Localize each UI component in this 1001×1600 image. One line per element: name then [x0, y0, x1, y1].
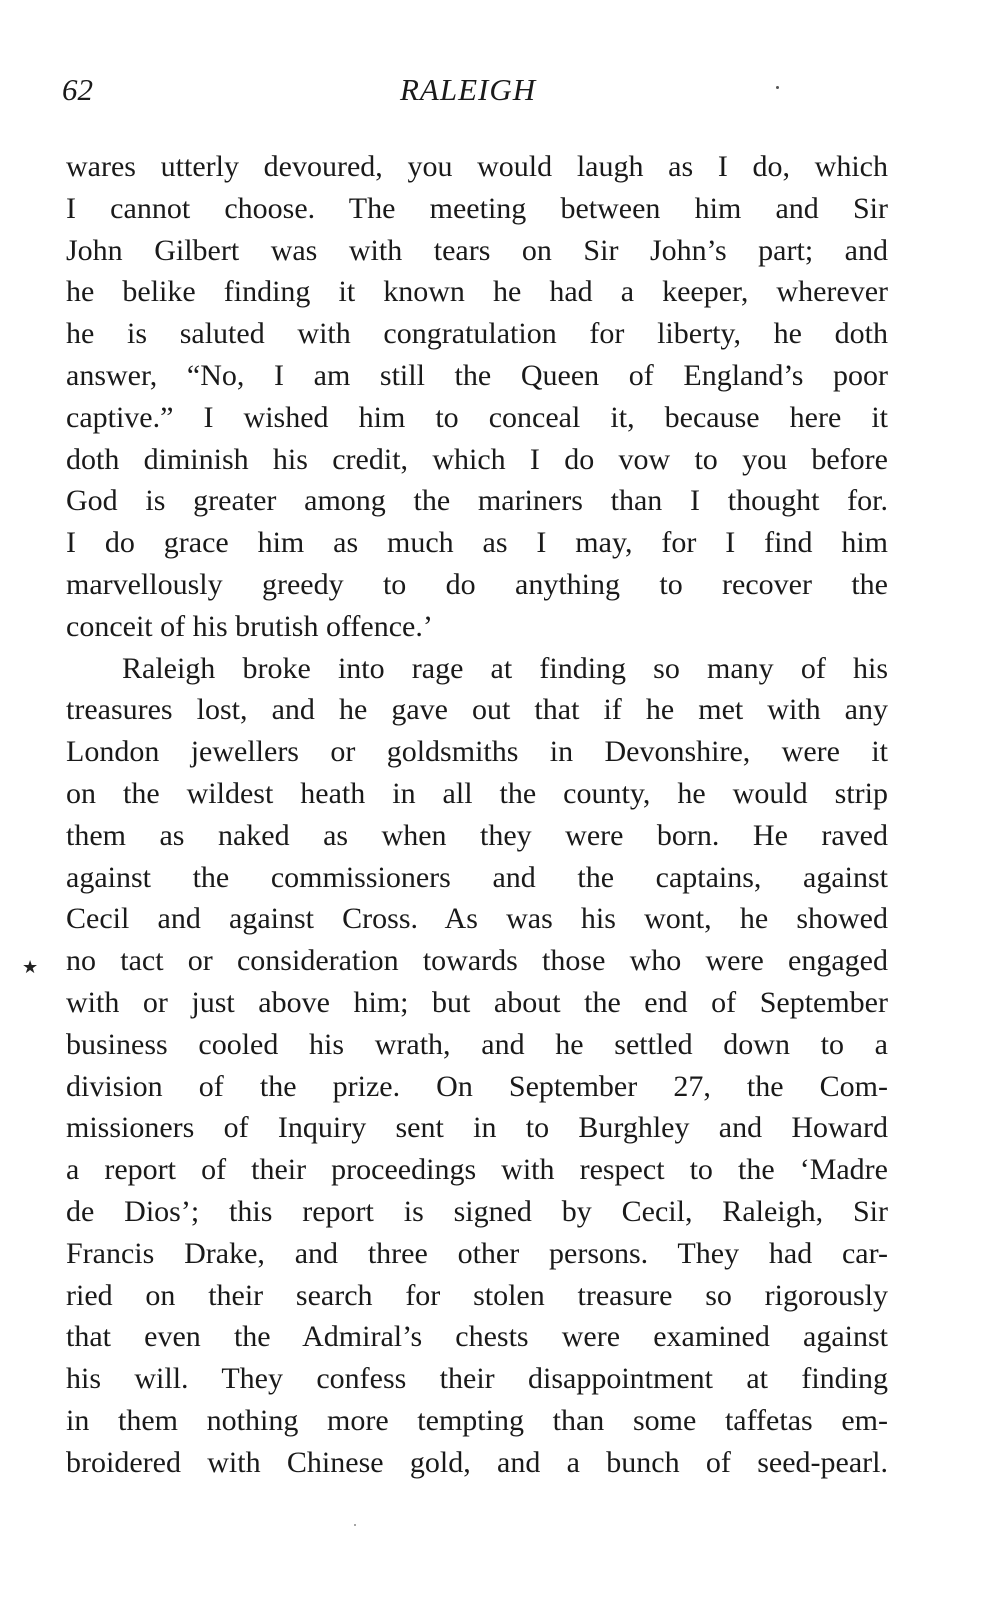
- text-line: I do grace him as much as I may, for I find him: [66, 526, 888, 560]
- print-speck: [354, 1524, 356, 1526]
- text-line: a report of their proceedings with respect to the ‘Madre: [66, 1153, 888, 1187]
- text-line: treasures lost, and he gave out that if he met with any: [66, 693, 888, 727]
- text-line: against the commissioners and the captains, against: [66, 860, 888, 894]
- text-line: wares utterly devoured, you would laugh as I do, which: [66, 150, 888, 183]
- text-line: Francis Drake, and three other persons. They had car-: [66, 1236, 888, 1270]
- text-line: broidered with Chinese gold, and a bunch of seed-pearl.: [66, 1445, 888, 1479]
- text-line: I cannot choose. The meeting between him and Sir: [66, 191, 888, 225]
- text-line: his will. They confess their disappointment at finding: [66, 1362, 888, 1396]
- text-line: them as naked as when they were born. He raved: [66, 818, 888, 852]
- text-line: missioners of Inquiry sent in to Burghley and Howard: [66, 1111, 888, 1145]
- text-line: de Dios’; this report is signed by Cecil, Raleigh, Sir: [66, 1194, 888, 1228]
- page-number: 62: [62, 72, 93, 107]
- text-line: answer, “No, I am still the Queen of England’s poor: [66, 358, 888, 392]
- text-line: with or just above him; but about the end of September: [66, 985, 888, 1019]
- text-line: God is greater among the mariners than I thought for.: [66, 484, 888, 518]
- text-line: conceit of his brutish offence.’: [66, 609, 433, 643]
- text-line: no tact or consideration towards those who were engaged: [66, 944, 888, 978]
- paragraph-start-line: Raleigh broke into rage at finding so many of his: [122, 651, 888, 685]
- text-line: ried on their search for stolen treasure so rigorously: [66, 1278, 888, 1312]
- text-line: John Gilbert was with tears on Sir John’s part; and: [66, 233, 888, 267]
- text-line: division of the prize. On September 27, the Com-: [66, 1069, 888, 1103]
- text-line: marvellously greedy to do anything to recover the: [66, 567, 888, 601]
- body-text: [66, 146, 888, 1484]
- text-line: on the wildest heath in all the county, he would strip: [66, 776, 888, 810]
- text-line: doth diminish his credit, which I do vow to you before: [66, 442, 888, 476]
- text-line: he is saluted with congratulation for liberty, he doth: [66, 317, 888, 351]
- text-line: London jewellers or goldsmiths in Devonshire, were it: [66, 735, 888, 769]
- text-line: in them nothing more tempting than some taffetas em-: [66, 1403, 888, 1437]
- text-line: that even the Admiral’s chests were examined against: [66, 1320, 888, 1354]
- text-line: he belike finding it known he had a keeper, wherever: [66, 275, 888, 309]
- text-line: captive.” I wished him to conceal it, because here it: [66, 400, 888, 434]
- text-line: business cooled his wrath, and he settled down to a: [66, 1027, 888, 1061]
- margin-mark-icon: ★: [22, 957, 39, 977]
- print-speck: [776, 86, 779, 89]
- page-header: [62, 72, 892, 120]
- text-line: Cecil and against Cross. As was his wont, he showed: [66, 902, 888, 936]
- running-head: RALEIGH: [400, 72, 537, 107]
